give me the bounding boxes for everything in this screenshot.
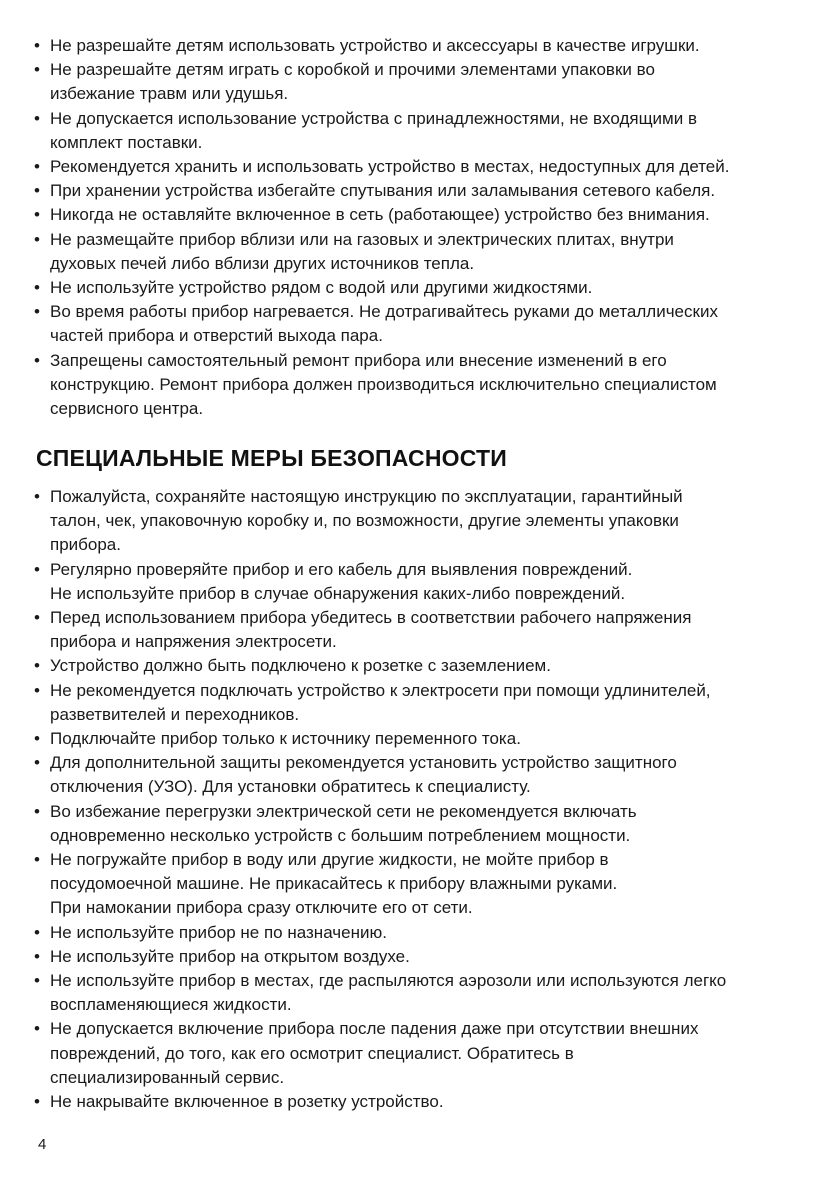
bullet-icon: • bbox=[34, 205, 40, 225]
bullet-icon: • bbox=[34, 729, 40, 749]
list-item-text: Устройство должно быть подключено к розетке с заземлением. bbox=[50, 656, 551, 676]
bullet-icon: • bbox=[34, 157, 40, 177]
list-item bbox=[34, 107, 804, 155]
list-item bbox=[34, 969, 804, 1017]
bullet-icon: • bbox=[34, 60, 40, 80]
bullet-icon: • bbox=[34, 1092, 40, 1112]
list-item bbox=[34, 945, 804, 969]
list-item bbox=[34, 228, 804, 276]
page-number: 4 bbox=[38, 1136, 47, 1153]
list-item bbox=[34, 58, 804, 106]
list-item bbox=[34, 800, 804, 848]
bullet-icon: • bbox=[34, 801, 40, 821]
list-item-text: Для дополнительной защиты рекомендуется установить устройство защитного отключения (УЗО). Для установки обратитесь к специалисту. bbox=[50, 753, 677, 797]
list-item-text: Не рекомендуется подключать устройство к электросети при помощи удлинителей, разветвителей и переходников. bbox=[50, 680, 711, 724]
list-item-text: Не разрешайте детям играть с коробкой и прочими элементами упаковки во избежание травм или удушья. bbox=[50, 60, 655, 104]
bullet-icon: • bbox=[34, 608, 40, 628]
bullet-icon: • bbox=[34, 680, 40, 700]
list-item-text: Перед использованием прибора убедитесь в соответствии рабочего напряжения прибора и напряжения электросети. bbox=[50, 608, 692, 652]
bullet-icon: • bbox=[34, 753, 40, 773]
list-item bbox=[34, 300, 804, 348]
bullet-icon: • bbox=[34, 946, 40, 966]
bullet-icon: • bbox=[34, 922, 40, 942]
list-item bbox=[34, 349, 804, 422]
list-item-text: Никогда не оставляйте включенное в сеть (работающее) устройство без внимания. bbox=[50, 205, 710, 225]
bullet-icon: • bbox=[34, 108, 40, 128]
list-item-text: Во время работы прибор нагревается. Не дотрагивайтесь руками до металлических частей прибора и отверстий выхода пара. bbox=[50, 302, 718, 346]
list-item-text: Подключайте прибор только к источнику переменного тока. bbox=[50, 729, 521, 749]
bullet-icon: • bbox=[34, 181, 40, 201]
list-item bbox=[34, 34, 804, 58]
list-item-text: Не погружайте прибор в воду или другие жидкости, не мойте прибор в посудомоечной машине. Не прикасайтесь к прибору влажными руками. При намокании прибора сразу отключите его от сети. bbox=[50, 850, 618, 918]
list-item bbox=[34, 848, 804, 921]
bullet-icon: • bbox=[34, 36, 40, 55]
list-item-text: Не используйте устройство рядом с водой или другими жидкостями. bbox=[50, 278, 593, 298]
list-item bbox=[34, 751, 804, 799]
list-item-text: Регулярно проверяйте прибор и его кабель для выявления повреждений. Не используйте прибор в случае обнаружения каких-либо повреждений. bbox=[50, 559, 633, 603]
list-item-text: Не используйте прибор на открытом воздухе. bbox=[50, 946, 410, 966]
list-item bbox=[34, 654, 804, 678]
list-item-text: Не допускается включение прибора после падения даже при отсутствии внешних повреждений, до того, как его осмотрит специалист. Обратитесь в специализированный сервис. bbox=[50, 1019, 699, 1087]
list-item bbox=[34, 276, 804, 300]
bullet-icon: • bbox=[34, 656, 40, 676]
list-item-text: Запрещены самостоятельный ремонт прибора или внесение изменений в его конструкцию. Ремонт прибора должен производиться исключительно специалистом сервисного центра. bbox=[50, 350, 717, 419]
list-item bbox=[34, 1017, 804, 1090]
list-item-text: Не накрывайте включенное в розетку устройство. bbox=[50, 1092, 444, 1112]
list-item-text: Не допускается использование устройства с принадлежностями, не входящими в комплект поставки. bbox=[50, 108, 697, 152]
bullet-icon: • bbox=[34, 229, 40, 249]
list-item bbox=[34, 921, 804, 945]
bullet-icon: • bbox=[34, 559, 40, 579]
bullet-icon: • bbox=[34, 971, 40, 991]
list-item-text: При хранении устройства избегайте спутывания или заламывания сетевого кабеля. bbox=[50, 181, 716, 201]
list-item bbox=[34, 485, 804, 558]
list-item bbox=[34, 1090, 804, 1114]
list-item-text: Во избежание перегрузки электрической сети не рекомендуется включать одновременно несколько устройств с большим потреблением мощности. bbox=[50, 801, 637, 845]
list-item bbox=[34, 179, 804, 203]
bullet-icon: • bbox=[34, 1019, 40, 1039]
bullet-icon: • bbox=[34, 302, 40, 322]
list-item-text: Не используйте прибор не по назначению. bbox=[50, 922, 387, 942]
special-safety-list bbox=[34, 485, 804, 1114]
list-item bbox=[34, 155, 804, 179]
section-title: СПЕЦИАЛЬНЫЕ МЕРЫ БЕЗОПАСНОСТИ bbox=[36, 445, 507, 471]
general-rules-list bbox=[34, 34, 804, 421]
bullet-icon: • bbox=[34, 278, 40, 298]
bullet-icon: • bbox=[34, 487, 40, 506]
list-item-text: Не размещайте прибор вблизи или на газовых и электрических плитах, внутри духовых печей либо вблизи других источников тепла. bbox=[50, 229, 674, 273]
list-item bbox=[34, 558, 804, 606]
bullet-icon: • bbox=[34, 350, 40, 370]
list-item bbox=[34, 203, 804, 227]
list-item bbox=[34, 606, 804, 654]
list-item-text: Пожалуйста, сохраняйте настоящую инструкцию по эксплуатации, гарантийный талон, чек, упаковочную коробку и, по возможности, другие элементы упаковки прибора. bbox=[50, 487, 683, 555]
list-item bbox=[34, 727, 804, 751]
bullet-icon: • bbox=[34, 850, 40, 870]
list-item-text: Не разрешайте детям использовать устройство и аксессуары в качестве игрушки. bbox=[50, 36, 700, 55]
list-item-text: Рекомендуется хранить и использовать устройство в местах, недоступных для детей. bbox=[50, 157, 730, 177]
list-item bbox=[34, 679, 804, 727]
list-item-text: Не используйте прибор в местах, где распыляются аэрозоли или используются легко воспламеняющиеся жидкости. bbox=[50, 971, 727, 1015]
